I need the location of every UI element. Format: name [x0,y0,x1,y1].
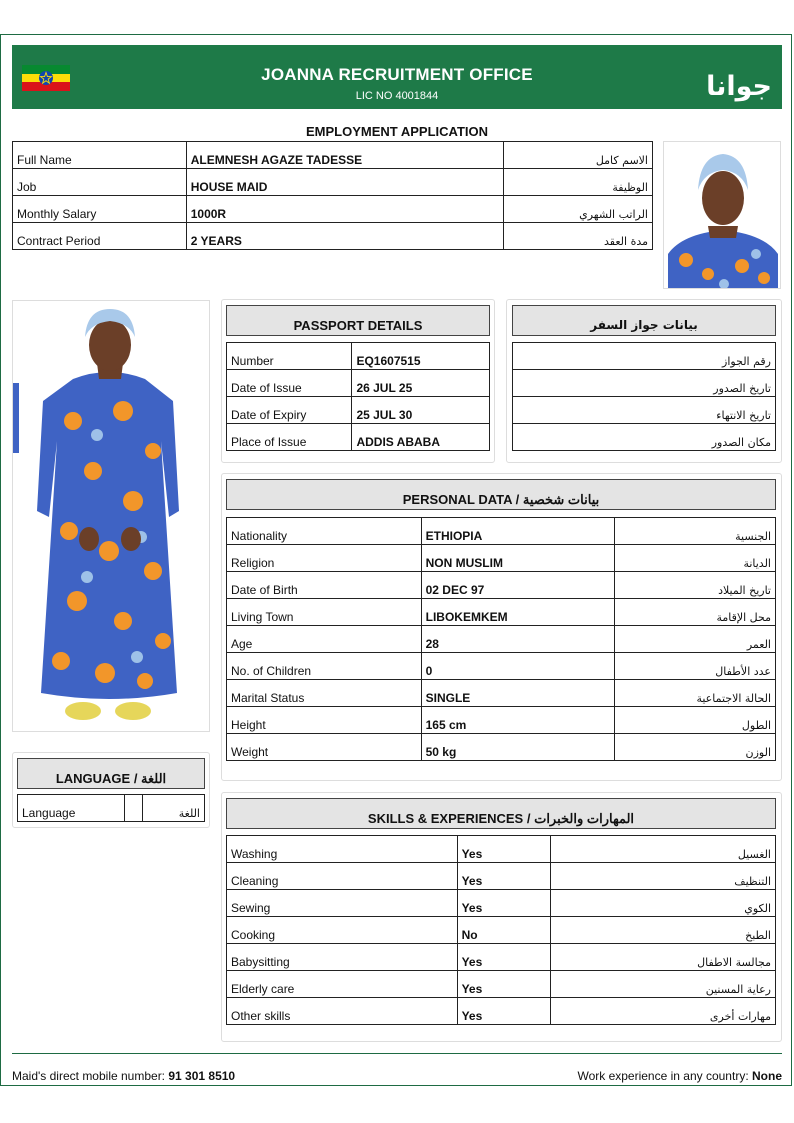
table-row [13,142,653,169]
field-label-arabic: مكان الصدور [513,424,776,451]
field-value: No [457,917,551,944]
field-value: 1000R [186,196,503,223]
table-row [513,424,776,451]
table-row [227,890,776,917]
field-label: Age [227,626,422,653]
office-name-arabic: جوانا [706,71,772,102]
field-value: 25 JUL 30 [352,397,490,424]
field-value: 50 kg [421,734,615,761]
table-row [227,707,776,734]
field-value: ETHIOPIA [421,518,615,545]
mobile-number-line [12,1069,235,1083]
document-title: EMPLOYMENT APPLICATION [306,124,488,139]
table-row [227,370,490,397]
header-banner [12,45,782,109]
table-row [227,424,490,451]
field-label-arabic: تاريخ الميلاد [615,572,776,599]
license-number: LIC NO 4001844 [355,90,439,102]
table-row [13,223,653,250]
field-value: Yes [457,890,551,917]
field-label-arabic: رقم الجواز [513,343,776,370]
table-row [227,343,490,370]
field-label: Weight [227,734,422,761]
field-value: NON MUSLIM [421,545,615,572]
field-value: Yes [457,944,551,971]
field-label: Number [227,343,352,370]
table-row [513,370,776,397]
table-row [227,917,776,944]
field-label: Marital Status [227,680,422,707]
passport-table [226,342,490,451]
field-label-arabic: الوزن [615,734,776,761]
passport-arabic-table [512,342,776,451]
field-label-arabic: الاسم كامل [504,142,653,169]
table-row [513,343,776,370]
field-label-arabic: الكوي [551,890,776,917]
table-row [227,836,776,863]
field-label: No. of Children [227,653,422,680]
field-value: 02 DEC 97 [421,572,615,599]
table-row [227,518,776,545]
field-label: Full Name [13,142,187,169]
field-value: ADDIS ABABA [352,424,490,451]
field-label-arabic: محل الإقامة [615,599,776,626]
field-label: Religion [227,545,422,572]
field-label-arabic: الجنسية [615,518,776,545]
applicant-full-body-photo [12,300,210,732]
mobile-number-value: 91 301 8510 [168,1069,236,1083]
field-value: SINGLE [421,680,615,707]
field-label: Monthly Salary [13,196,187,223]
field-value: Yes [457,971,551,998]
table-row [513,397,776,424]
field-label-arabic: الحالة الاجتماعية [615,680,776,707]
table-row [13,169,653,196]
field-label-arabic: الطبخ [551,917,776,944]
field-label-arabic: مجالسة الاطفال [551,944,776,971]
field-label-arabic: التنظيف [551,863,776,890]
field-label-arabic: مهارات أخرى [551,998,776,1025]
language-table [17,794,205,822]
table-row [227,998,776,1025]
office-name: JOANNA RECRUITMENT OFFICE [261,65,533,84]
field-label: Date of Expiry [227,397,352,424]
table-row [13,196,653,223]
field-label-arabic: مدة العقد [504,223,653,250]
field-label: Washing [227,836,458,863]
field-label: Place of Issue [227,424,352,451]
field-value: 165 cm [421,707,615,734]
field-label-arabic: تاريخ الصدور [513,370,776,397]
skills-section-title: SKILLS & EXPERIENCES / المهارات والخبرات [226,798,776,829]
field-value: LIBOKEMKEM [421,599,615,626]
field-label-arabic: الوظيفة [504,169,653,196]
field-value: EQ1607515 [352,343,490,370]
field-label: Babysitting [227,944,458,971]
field-value: 2 YEARS [186,223,503,250]
personal-data-title: PERSONAL DATA / بيانات شخصية [226,479,776,510]
table-row [227,863,776,890]
field-label: Nationality [227,518,422,545]
table-row [227,545,776,572]
field-label-arabic: الديانة [615,545,776,572]
field-label: Cooking [227,917,458,944]
field-label-arabic: الراتب الشهري [504,196,653,223]
field-value: 26 JUL 25 [352,370,490,397]
table-row [18,795,205,822]
field-label: Cleaning [227,863,458,890]
work-experience-label: Work experience in any country: [577,1069,749,1083]
field-label-arabic: رعاية المسنين [551,971,776,998]
table-row [227,944,776,971]
field-label: Height [227,707,422,734]
table-row [227,397,490,424]
field-label-arabic: عدد الأطفال [615,653,776,680]
field-value: HOUSE MAID [186,169,503,196]
field-label: Elderly care [227,971,458,998]
table-row [227,626,776,653]
field-label: Job [13,169,187,196]
field-value: Yes [457,836,551,863]
field-value: 0 [421,653,615,680]
table-row [227,599,776,626]
field-label-arabic: الطول [615,707,776,734]
field-label: Living Town [227,599,422,626]
applicant-portrait-photo [663,141,781,289]
field-label: Contract Period [13,223,187,250]
table-row [227,653,776,680]
field-label-arabic: اللغة [143,795,205,822]
language-level-cell [125,795,143,822]
passport-section-title: PASSPORT DETAILS [226,305,490,336]
field-value: Yes [457,998,551,1025]
table-row [227,734,776,761]
table-row [227,971,776,998]
work-experience-line [577,1069,782,1083]
field-label: Language [18,795,125,822]
field-label-arabic: العمر [615,626,776,653]
work-experience-value: None [752,1069,782,1083]
personal-data-table [226,517,776,761]
applicant-table [12,141,653,250]
field-label: Date of Issue [227,370,352,397]
field-label-arabic: تاريخ الانتهاء [513,397,776,424]
field-label: Sewing [227,890,458,917]
field-label: Date of Birth [227,572,422,599]
field-value: ALEMNESH AGAZE TADESSE [186,142,503,169]
table-row [227,572,776,599]
table-row [227,680,776,707]
field-label: Other skills [227,998,458,1025]
field-value: Yes [457,863,551,890]
field-value: 28 [421,626,615,653]
mobile-number-label: Maid's direct mobile number: [12,1069,166,1083]
skills-table [226,835,776,1025]
language-section-title: LANGUAGE / اللغة [17,758,205,789]
passport-section-title-arabic: بيانات جواز السفر [512,305,776,336]
field-label-arabic: الغسيل [551,836,776,863]
footer-divider [12,1053,782,1054]
